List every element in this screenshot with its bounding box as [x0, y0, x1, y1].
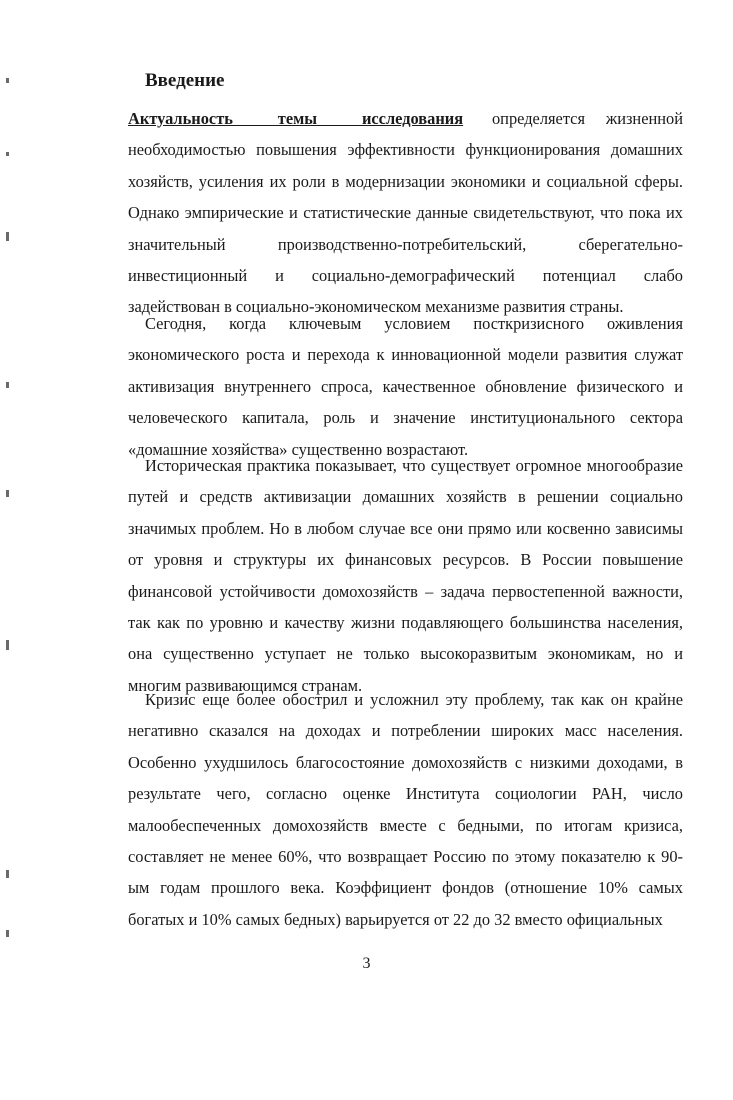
scan-mark [6, 152, 9, 156]
paragraph-text: Сегодня, когда ключевым условием посткризисного оживления экономического роста и перехода к инновационной модели развития служат активизация внутреннего спроса, качественное обновление физического и человеческого капитала, роль и значение институционального сектора «домашние хозяйства» существенно возрастают. [128, 314, 683, 459]
paragraph [128, 684, 683, 935]
scan-mark [6, 870, 9, 878]
paragraph-text: Кризис еще более обострил и усложнил эту проблему, так как он крайне негативно сказался на доходах и потреблении широких масс населения. Особенно ухудшилось благосостояние домохозяйств с низкими доходами, в результате чего, согласно оценке Института социологии РАН, число малообеспеченных домохозяйств вместе с бедными, по итогам кризиса, составляет не менее 60%, что возвращает Россию по этому показателю к 90-ым годам прошлого века. Коэффициент фондов (отношение 10% самых богатых и 10% самых бедных) варьируется от 22 до 32 вместо официальных [128, 690, 683, 929]
scan-mark [6, 232, 9, 241]
page-number: 3 [362, 955, 371, 972]
scan-mark [6, 78, 9, 83]
paragraph [128, 450, 683, 701]
scan-mark [6, 640, 9, 650]
scan-mark [6, 930, 9, 937]
section-heading: Введение [145, 70, 225, 91]
scan-mark [6, 490, 9, 497]
paragraph-lead: Актуальность темы исследования [128, 109, 464, 128]
paragraph [128, 103, 683, 323]
paragraph-text: Историческая практика показывает, что существует огромное многообразие путей и средств активизации домашних хозяйств в решении социально значимых проблем. Но в любом случае все они прямо или косвенно зависимы от уровня и структуры их финансовых ресурсов. В России повышение финансовой устойчивости домохозяйств – задача первостепенной важности, так как по уровню и качеству жизни подавляющего большинства населения, она существенно уступает не только высокоразвитым экономикам, но и многим развивающимся странам. [128, 456, 683, 695]
paragraph-text: определяется жизненной необходимостью повышения эффективности функционирования домашних хозяйств, усиления их роли в модернизации экономики и социальной сферы. Однако эмпирические и статистические данные свидетельствуют, что пока их значительный производственно-потребительский, сберегательно-инвестиционный и социально-демографический потенциал слабо задействован в социально-экономическом механизме развития страны. [128, 109, 683, 317]
paragraph [128, 308, 683, 465]
scan-mark [6, 382, 9, 388]
